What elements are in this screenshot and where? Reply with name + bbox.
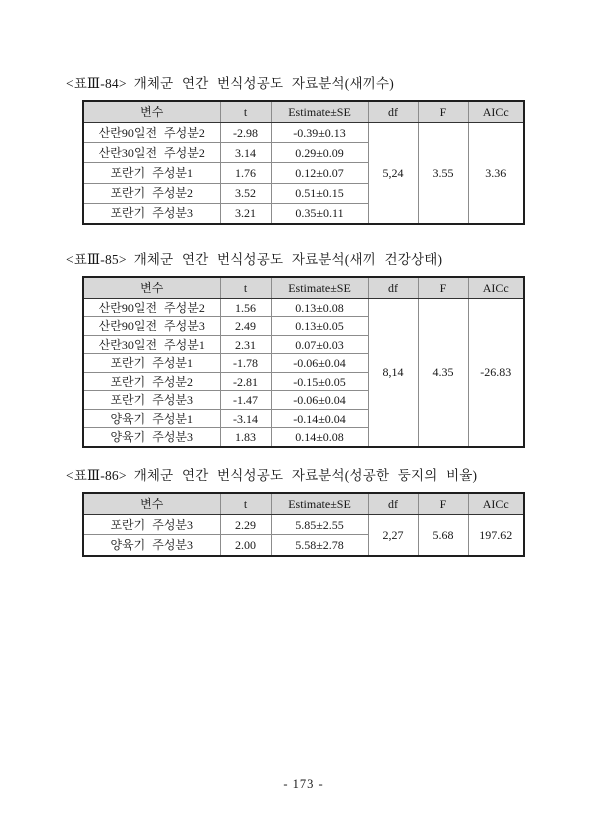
cell-variable: 양육기 주성분3 xyxy=(83,535,220,556)
cell-estimate: -0.06±0.04 xyxy=(271,354,368,373)
table-row xyxy=(83,123,524,143)
cell-estimate: 0.13±0.08 xyxy=(271,298,368,317)
col-header-t: t xyxy=(220,277,271,299)
cell-t: -1.78 xyxy=(220,354,271,373)
cell-variable: 포란기 주성분1 xyxy=(83,354,220,373)
table-row xyxy=(83,514,524,535)
cell-estimate: -0.14±0.04 xyxy=(271,409,368,428)
cell-t: -2.98 xyxy=(220,123,271,143)
cell-estimate: 0.51±0.15 xyxy=(271,183,368,203)
cell-t: 1.83 xyxy=(220,428,271,447)
cell-t: 3.14 xyxy=(220,143,271,163)
cell-variable: 포란기 주성분2 xyxy=(83,183,220,203)
section-table-85 xyxy=(66,252,607,448)
stat-table-85 xyxy=(82,276,525,448)
cell-df-merged: 2,27 xyxy=(368,514,418,556)
cell-t: 2.31 xyxy=(220,335,271,354)
cell-estimate: 0.13±0.05 xyxy=(271,317,368,336)
cell-t: -1.47 xyxy=(220,391,271,410)
table-85-title xyxy=(66,252,607,268)
cell-f-merged: 4.35 xyxy=(418,298,468,447)
cell-t: 2.00 xyxy=(220,535,271,556)
col-header-aicc: AICc xyxy=(468,277,524,299)
cell-aicc-merged: -26.83 xyxy=(468,298,524,447)
col-header-estimate-se: Estimate±SE xyxy=(271,101,368,123)
cell-variable: 산란90일전 주성분2 xyxy=(83,298,220,317)
stat-table-86 xyxy=(82,492,525,557)
section-table-86 xyxy=(66,468,607,557)
cell-estimate: 5.58±2.78 xyxy=(271,535,368,556)
cell-estimate: 0.29±0.09 xyxy=(271,143,368,163)
cell-df-merged: 5,24 xyxy=(368,123,418,224)
table-84-title xyxy=(66,76,607,92)
cell-estimate: 5.85±2.55 xyxy=(271,514,368,535)
table-86-header-row xyxy=(83,493,524,515)
cell-t: 2.49 xyxy=(220,317,271,336)
cell-t: 2.29 xyxy=(220,514,271,535)
cell-variable: 산란90일전 주성분3 xyxy=(83,317,220,336)
cell-estimate: 0.14±0.08 xyxy=(271,428,368,447)
cell-variable: 포란기 주성분3 xyxy=(83,391,220,410)
cell-estimate: -0.15±0.05 xyxy=(271,372,368,391)
col-header-t: t xyxy=(220,493,271,515)
cell-t: -2.81 xyxy=(220,372,271,391)
col-header-aicc: AICc xyxy=(468,493,524,515)
cell-t: 1.56 xyxy=(220,298,271,317)
table-row xyxy=(83,298,524,317)
cell-estimate: -0.06±0.04 xyxy=(271,391,368,410)
page-number: - 173 - xyxy=(283,777,324,791)
col-header-variable: 변수 xyxy=(83,493,220,515)
table-85-title-text: 개체군 연간 번식성공도 자료분석(새끼 건강상태) xyxy=(133,251,443,267)
cell-variable: 양육기 주성분3 xyxy=(83,428,220,447)
cell-df-merged: 8,14 xyxy=(368,298,418,447)
cell-estimate: -0.39±0.13 xyxy=(271,123,368,143)
col-header-variable: 변수 xyxy=(83,101,220,123)
cell-estimate: 0.12±0.07 xyxy=(271,163,368,183)
cell-f-merged: 5.68 xyxy=(418,514,468,556)
table-84-header-row xyxy=(83,101,524,123)
cell-variable: 포란기 주성분2 xyxy=(83,372,220,391)
col-header-aicc: AICc xyxy=(468,101,524,123)
cell-aicc-merged: 197.62 xyxy=(468,514,524,556)
cell-t: 3.52 xyxy=(220,183,271,203)
cell-variable: 양육기 주성분1 xyxy=(83,409,220,428)
table-86-title-text: 개체군 연간 번식성공도 자료분석(성공한 둥지의 비율) xyxy=(133,467,478,483)
stat-table-84 xyxy=(82,100,525,225)
cell-estimate: 0.35±0.11 xyxy=(271,203,368,224)
table-86-title xyxy=(66,468,607,484)
cell-f-merged: 3.55 xyxy=(418,123,468,224)
cell-variable: 포란기 주성분3 xyxy=(83,514,220,535)
col-header-variable: 변수 xyxy=(83,277,220,299)
cell-t: 3.21 xyxy=(220,203,271,224)
col-header-f: F xyxy=(418,101,468,123)
table-84-tag: <표Ⅲ-84> xyxy=(66,76,127,91)
cell-t: -3.14 xyxy=(220,409,271,428)
col-header-f: F xyxy=(418,493,468,515)
col-header-df: df xyxy=(368,493,418,515)
cell-variable: 포란기 주성분3 xyxy=(83,203,220,224)
col-header-estimate-se: Estimate±SE xyxy=(271,277,368,299)
cell-t: 1.76 xyxy=(220,163,271,183)
table-85-tag: <표Ⅲ-85> xyxy=(66,251,127,267)
cell-variable: 포란기 주성분1 xyxy=(83,163,220,183)
table-84-title-text: 개체군 연간 번식성공도 자료분석(새끼수) xyxy=(133,76,394,91)
col-header-df: df xyxy=(368,101,418,123)
cell-variable: 산란30일전 주성분1 xyxy=(83,335,220,354)
col-header-df: df xyxy=(368,277,418,299)
cell-estimate: 0.07±0.03 xyxy=(271,335,368,354)
cell-variable: 산란90일전 주성분2 xyxy=(83,123,220,143)
section-table-84 xyxy=(66,76,607,225)
col-header-estimate-se: Estimate±SE xyxy=(271,493,368,515)
cell-aicc-merged: 3.36 xyxy=(468,123,524,224)
table-85-header-row xyxy=(83,277,524,299)
col-header-t: t xyxy=(220,101,271,123)
table-86-tag: <표Ⅲ-86> xyxy=(66,467,127,483)
col-header-f: F xyxy=(418,277,468,299)
cell-variable: 산란30일전 주성분2 xyxy=(83,143,220,163)
